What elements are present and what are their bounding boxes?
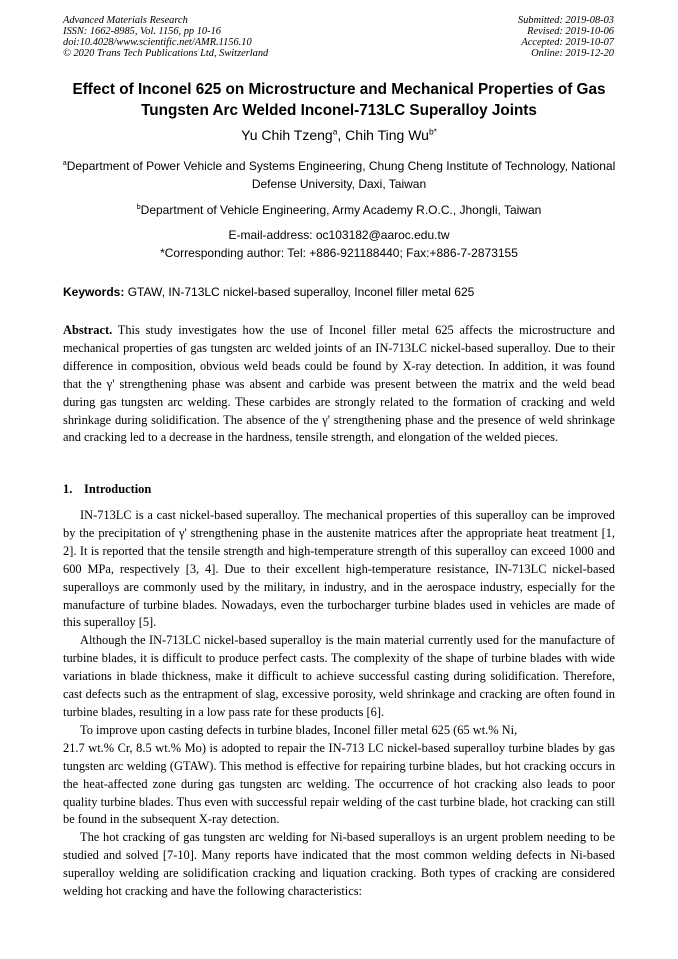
section-title: Introduction <box>84 482 152 496</box>
contact-info <box>40 226 638 262</box>
corresponding-author: *Corresponding author: Tel: +886-921188440; Fax:+886-7-2873155 <box>160 246 518 260</box>
paragraph: Although the IN-713LC nickel-based superalloy is the main material currently used for the manufacture of turbine blades, it is difficult to produce perfect casts. The complexity of the shape of turbine blades with wide variations in blade thickness, make it difficult to achieve successful casting during solidification. Therefore, cast defects such as the entrapment of slag, excessive porosity, weld shrinkage and cracking are often found in turbine blades, resulting in a low pass rate for these products [6]. <box>63 633 615 719</box>
abstract <box>63 322 615 447</box>
author-list <box>40 126 638 144</box>
affiliation-text: Department of Vehicle Engineering, Army Academy R.O.C., Jhongli, Taiwan <box>140 203 542 217</box>
date-accepted: Accepted: 2019-10-07 <box>521 37 614 49</box>
keywords-label: Keywords: <box>63 285 125 299</box>
paragraph: IN-713LC is a cast nickel-based superalloy. The mechanical properties of this superalloy can be improved by the precipitation of γ' strengthening phase in the austenite matrices after the appropriate heat treatment [1, 2]. It is reported that the tensile strength and high-temperature strength of this superalloy can exceed 1000 and 600 MPa, respectively [3, 4]. Due to their excellent high-temperature resistance, IN-713LC nickel-based superalloys are commonly used by the military, in industry, and in the aerospace industry, especially for the manufacture of turbine blades. Nowadays, even the turbocharger turbine blades used in vehicles are made of this superalloy [5]. <box>63 508 615 630</box>
affiliation-text: Department of Power Vehicle and Systems Engineering, Chung Cheng Institute of Technology, National Defense University, Daxi, Taiwan <box>66 159 616 191</box>
author-separator: , <box>337 127 346 143</box>
submission-dates <box>518 15 614 59</box>
author-affiliation-mark: a <box>332 126 338 137</box>
paragraph: To improve upon casting defects in turbine blades, Inconel filler metal 625 (65 wt.% Ni, <box>80 722 518 737</box>
author-name: Chih Ting Wu <box>345 127 429 143</box>
paragraph: 21.7 wt.% Cr, 8.5 wt.% Mo) is adopted to repair the IN-713 LC nickel-based superalloy turbine blades by gas tungsten arc welding (GTAW). This method is effective for repairing turbine blades, but hot cracking occurs in the heat-affected zone during gas tungsten arc welding. The occurrence of hot cracking also leads to poor quality turbine blades. Thus even with successful repair welding of the cast turbine blade, hot cracking can still be found in the subsequent X-ray detection. <box>63 740 615 827</box>
journal-copyright: © 2020 Trans Tech Publications Ltd, Switzerland <box>63 48 269 60</box>
affiliation-mark: a <box>62 158 67 167</box>
date-submitted: Submitted: 2019-08-03 <box>517 15 614 26</box>
affiliation-mark: b <box>136 202 141 211</box>
journal-doi: doi:10.4028/www.scientific.net/AMR.1156.10 <box>63 37 252 49</box>
abstract-text: This study investigates how the use of Inconel filler metal 625 affects the microstructure and mechanical properties of gas tungsten arc welded joints of an IN-713LC nickel-based superalloy. Due to their difference in composition, obvious weld beads could be found by X-ray detection. In addition, it was found that the γ' strengthening phase was absent and carbide was present between the matrix and the weld bead during gas tungsten arc welding. These carbides are strongly related to the formation of cracking and weld shrinkage during solidification. The absence of the γ' strengthening phase and the presence of weld shrinkage and cracking led to a decrease in the hardness, tensile strength, and elongation of the welded pieces. <box>63 323 615 445</box>
journal-info <box>63 15 268 59</box>
author-name: Yu Chih Tzeng <box>241 127 333 143</box>
paper-title: Effect of Inconel 625 on Microstructure and Mechanical Properties of Gas Tungsten Arc Welded Inconel-713LC Superalloy Joints <box>72 81 606 119</box>
keywords-text: GTAW, IN-713LC nickel-based superalloy, Inconel filler metal 625 <box>124 285 475 299</box>
abstract-label: Abstract. <box>63 323 113 337</box>
date-online: Online: 2019-12-20 <box>531 48 614 60</box>
section-heading <box>63 480 151 498</box>
journal-issn: ISSN: 1662-8985, Vol. 1156, pp 10-16 <box>63 26 221 38</box>
paragraph: The hot cracking of gas tungsten arc welding for Ni-based superalloys is an urgent problem needing to be studied and solved [7-10]. Many reports have indicated that the most common welding defects in Ni-based superalloy welding are solidification cracking and liquation cracking. Both types of cracking are considered welding hot cracking and have the following characteristics: <box>63 830 615 899</box>
journal-name: Advanced Materials Research <box>63 15 188 26</box>
email-address: E-mail-address: oc103182@aaroc.edu.tw <box>228 228 450 242</box>
date-revised: Revised: 2019-10-06 <box>527 26 614 38</box>
author-affiliation-mark: b* <box>428 126 437 137</box>
section-number: 1. <box>63 482 73 496</box>
keywords <box>63 284 615 300</box>
affiliation-a <box>40 157 638 193</box>
affiliation-b <box>40 201 638 219</box>
introduction-body <box>63 507 615 901</box>
